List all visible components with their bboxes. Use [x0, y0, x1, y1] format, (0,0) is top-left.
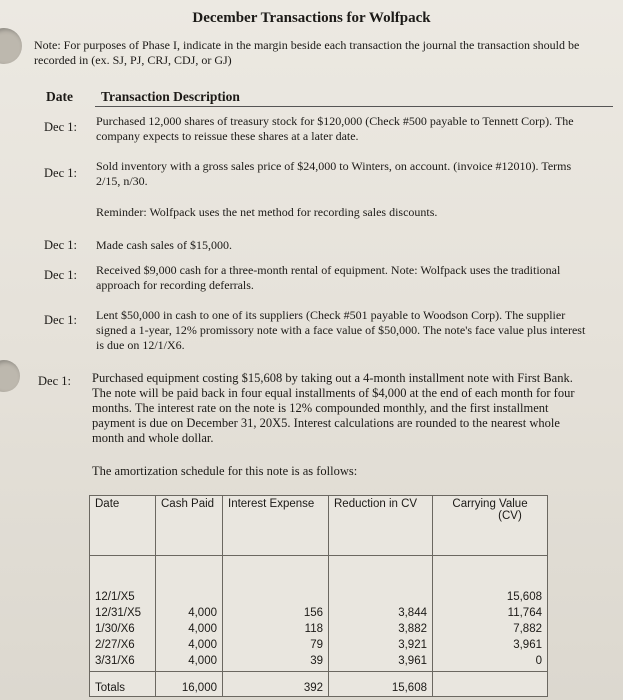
- binder-ring-top: [0, 28, 22, 64]
- carrying-value: 0: [535, 655, 542, 667]
- interest-value: 118: [304, 623, 323, 635]
- journal-note: Note: For purposes of Phase I, indicate in the margin beside each transaction the journal the transaction should be recorded in (ex. SJ, PJ, CRJ, CDJ, or GJ): [34, 38, 580, 67]
- date-value: 1/30/X6: [95, 623, 135, 635]
- reduction-value: 3,961: [398, 655, 427, 667]
- carrying-cell: [433, 556, 548, 672]
- date-value: 2/27/X6: [95, 639, 135, 651]
- totals-interest: 392: [223, 672, 329, 697]
- cash-paid-value: 4,000: [188, 607, 217, 619]
- carrying-value: 7,882: [513, 623, 542, 635]
- date-value: 12/31/X5: [95, 607, 142, 619]
- totals-cash-paid: 16,000: [156, 672, 223, 697]
- col-header-reduction: Reduction in CV: [329, 496, 433, 556]
- reduction-value: 3,844: [398, 607, 427, 619]
- date-value: 3/31/X6: [95, 655, 135, 667]
- schedule-intro: The amortization schedule for this note is as follows:: [92, 464, 358, 478]
- carrying-value: 15,608: [506, 591, 542, 603]
- cash-paid-cell: [156, 556, 223, 672]
- description-header: Transaction Description: [101, 89, 240, 104]
- cash-paid-value: 4,000: [188, 655, 217, 667]
- header-underline: [95, 106, 613, 107]
- interest-value: 39: [310, 655, 323, 667]
- transaction-date: Dec 1:: [44, 120, 77, 134]
- cash-paid-value: 4,000: [188, 623, 217, 635]
- date-cell: [90, 556, 156, 672]
- interest-value: 79: [310, 639, 323, 651]
- reminder-text: Reminder: Wolfpack uses the net method for recording sales discounts.: [96, 205, 438, 219]
- col-header-interest: Interest Expense: [223, 496, 329, 556]
- transaction-text: Purchased equipment costing $15,608 by taking out a 4-month installment note with First Bank. The note will be paid back in four equal installments of $4,000 at the end of each month for four months. The interest rate on the note is 12% compounded monthly, and the first installment payment is due on December 31, 20X5. Interest calculations are rounded to the nearest whole month and whole dollar.: [92, 371, 575, 445]
- date-value: 12/1/X5: [95, 591, 135, 603]
- transaction-text: Purchased 12,000 shares of treasury stock for $120,000 (Check #500 payable to Tennett Corp). The company expects to reissue these shares at a later date.: [96, 114, 574, 143]
- date-header: Date: [46, 89, 73, 104]
- transaction-text: Lent $50,000 in cash to one of its suppliers (Check #501 payable to Woodson Corp). The supplier signed a 1-year, 12% promissory note with a face value of $50,000. The note's face value plus interest is due on 12/1/X6.: [96, 308, 586, 352]
- cv-header-line1: Carrying Value: [452, 498, 528, 510]
- amortization-table: [89, 495, 548, 697]
- totals-carrying-empty: [433, 672, 548, 697]
- col-header-date: Date: [90, 496, 156, 556]
- transaction-date: Dec 1:: [44, 268, 77, 282]
- transaction-date: Dec 1:: [38, 374, 71, 388]
- transaction-text: Sold inventory with a gross sales price of $24,000 to Winters, on account. (invoice #12010). Terms 2/15, n/30.: [96, 159, 572, 188]
- reduction-value: 3,921: [398, 639, 427, 651]
- transaction-date: Dec 1:: [44, 166, 77, 180]
- carrying-value: 3,961: [513, 639, 542, 651]
- totals-label: Totals: [90, 672, 156, 697]
- page-title: December Transactions for Wolfpack: [192, 10, 431, 26]
- col-header-carrying: [433, 496, 548, 556]
- transaction-text: Received $9,000 cash for a three-month rental of equipment. Note: Wolfpack uses the traditional approach for recording deferrals.: [96, 263, 561, 292]
- reduction-cell: [329, 556, 433, 672]
- cv-header-line2: (CV): [498, 510, 522, 522]
- cash-paid-value: 4,000: [188, 639, 217, 651]
- transaction-text: Made cash sales of $15,000.: [96, 238, 232, 252]
- totals-reduction: 15,608: [329, 672, 433, 697]
- carrying-value: 11,764: [507, 607, 542, 619]
- reduction-value: 3,882: [398, 623, 427, 635]
- col-header-cash-paid: Cash Paid: [156, 496, 223, 556]
- interest-cell: [223, 556, 329, 672]
- transaction-date: Dec 1:: [44, 238, 77, 252]
- interest-value: 156: [303, 607, 323, 619]
- transaction-date: Dec 1:: [44, 313, 77, 327]
- binder-ring-bottom: [0, 360, 20, 392]
